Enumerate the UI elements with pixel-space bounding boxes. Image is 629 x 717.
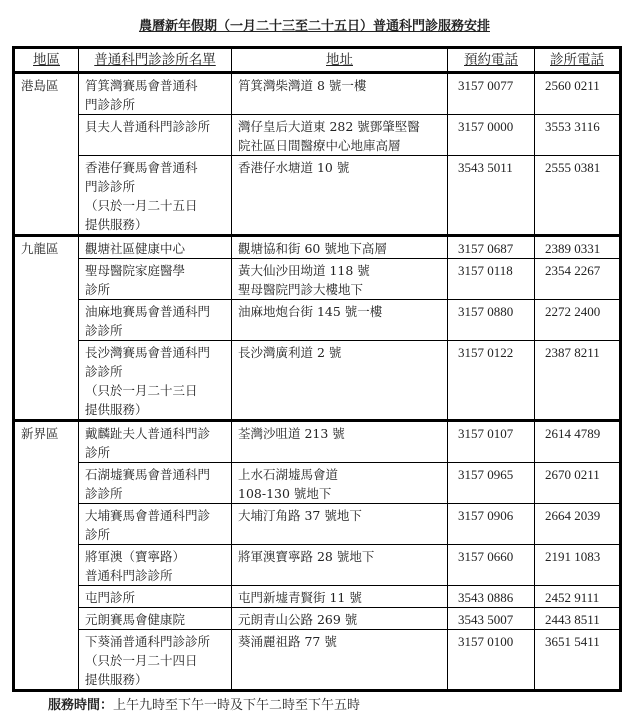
address-cell bbox=[232, 73, 448, 115]
table-row bbox=[14, 300, 621, 341]
booking-phone-cell: 3157 0000 bbox=[448, 115, 535, 156]
address-cell-line: 油麻地炮台街 145 號一樓 bbox=[238, 304, 383, 319]
address-cell-line: 大埔汀角路 37 號地下 bbox=[238, 508, 362, 523]
header-address: 地址 bbox=[232, 48, 448, 73]
clinic-name-cell-line: 石湖墟賽馬會普通科門 bbox=[85, 467, 211, 482]
service-hours-label: 服務時間： bbox=[48, 698, 114, 713]
clinic-table bbox=[12, 46, 622, 692]
clinic-phone-cell: 2664 2039 bbox=[535, 504, 621, 545]
clinic-name-cell bbox=[79, 300, 232, 341]
booking-phone-cell: 3157 0118 bbox=[448, 259, 535, 300]
header-booking-phone: 預約電話 bbox=[448, 48, 535, 73]
booking-phone-cell: 3543 5007 bbox=[448, 608, 535, 630]
table-row bbox=[14, 630, 621, 691]
clinic-name-cell-line: 戴麟趾夫人普通科門診 bbox=[85, 426, 211, 441]
table-row bbox=[14, 504, 621, 545]
table-row bbox=[14, 259, 621, 300]
clinic-name-cell-line: 診所 bbox=[85, 445, 111, 460]
clinic-name-cell-line: 提供服務） bbox=[85, 217, 148, 232]
clinic-name-cell-line: 診診所 bbox=[85, 364, 123, 379]
address-cell-line: 葵涌麗祖路 77 號 bbox=[238, 634, 337, 649]
clinic-phone-cell: 2272 2400 bbox=[535, 300, 621, 341]
clinic-name-cell-line: 門診診所 bbox=[85, 97, 136, 112]
address-cell-line: 筲箕灣柴灣道 8 號一樓 bbox=[238, 78, 367, 93]
table-row bbox=[14, 463, 621, 504]
address-cell-line: 元朗青山公路 269 號 bbox=[238, 612, 358, 627]
address-cell-line: 院社區日間醫療中心地庫高層 bbox=[238, 138, 401, 153]
booking-phone-cell: 3157 0687 bbox=[448, 236, 535, 259]
address-cell bbox=[232, 421, 448, 463]
clinic-name-cell-line: 提供服務） bbox=[85, 672, 148, 687]
booking-phone-cell: 3157 0906 bbox=[448, 504, 535, 545]
page-title: 農曆新年假期（一月二十三至二十五日）普通科門診服務安排 bbox=[138, 19, 490, 34]
clinic-name-cell-line: （只於一月二十五日 bbox=[85, 198, 198, 213]
clinic-phone-cell: 2560 0211 bbox=[535, 73, 621, 115]
clinic-phone-cell: 2614 4789 bbox=[535, 421, 621, 463]
address-cell-line: 觀塘協和街 60 號地下高層 bbox=[238, 241, 387, 256]
region-cell: 港島區 bbox=[14, 73, 79, 236]
clinic-name-cell-line: 提供服務） bbox=[85, 402, 148, 417]
clinic-name-cell-line: 屯門診所 bbox=[85, 590, 136, 605]
address-cell-line: 將軍澳寶寧路 28 號地下 bbox=[238, 549, 375, 564]
address-cell-line: 聖母醫院門診大樓地下 bbox=[238, 282, 364, 297]
clinic-name-cell bbox=[79, 421, 232, 463]
address-cell-line: 長沙灣廣利道 2 號 bbox=[238, 345, 342, 360]
address-cell bbox=[232, 156, 448, 236]
clinic-phone-cell: 2555 0381 bbox=[535, 156, 621, 236]
region-cell: 九龍區 bbox=[14, 236, 79, 421]
address-cell-line: 黃大仙沙田坳道 118 號 bbox=[238, 263, 370, 278]
address-cell bbox=[232, 259, 448, 300]
clinic-phone-cell: 2387 8211 bbox=[535, 341, 621, 421]
header-clinic-name: 普通科門診診所名單 bbox=[79, 48, 232, 73]
address-cell bbox=[232, 463, 448, 504]
clinic-phone-cell: 2389 0331 bbox=[535, 236, 621, 259]
table-row bbox=[14, 608, 621, 630]
address-cell-line: 荃灣沙咀道 213 號 bbox=[238, 426, 345, 441]
address-cell-line: 灣仔皇后大道東 282 號鄧肇堅醫 bbox=[238, 119, 420, 134]
address-cell bbox=[232, 630, 448, 691]
booking-phone-cell: 3157 0122 bbox=[448, 341, 535, 421]
address-cell-line: 屯門新墟青賢街 11 號 bbox=[238, 590, 362, 605]
booking-phone-cell: 3157 0880 bbox=[448, 300, 535, 341]
booking-phone-cell: 3543 0886 bbox=[448, 586, 535, 608]
clinic-name-cell-line: 筲箕灣賽馬會普通科 bbox=[85, 78, 198, 93]
address-cell-line: 108-130 號地下 bbox=[238, 486, 332, 501]
clinic-name-cell bbox=[79, 630, 232, 691]
clinic-phone-cell: 2670 0211 bbox=[535, 463, 621, 504]
address-cell bbox=[232, 341, 448, 421]
table-row bbox=[14, 586, 621, 608]
address-cell bbox=[232, 608, 448, 630]
address-cell bbox=[232, 115, 448, 156]
region-cell: 新界區 bbox=[14, 421, 79, 691]
clinic-name-cell bbox=[79, 545, 232, 586]
booking-phone-cell: 3157 0107 bbox=[448, 421, 535, 463]
clinic-name-cell-line: 診診所 bbox=[85, 323, 123, 338]
clinic-name-cell-line: （只於一月二十三日 bbox=[85, 383, 198, 398]
booking-phone-cell: 3543 5011 bbox=[448, 156, 535, 236]
clinic-name-cell-line: 貝夫人普通科門診診所 bbox=[85, 119, 211, 134]
booking-phone-cell: 3157 0965 bbox=[448, 463, 535, 504]
clinic-name-cell bbox=[79, 73, 232, 115]
clinic-name-cell-line: 診診所 bbox=[85, 486, 123, 501]
clinic-phone-cell: 2354 2267 bbox=[535, 259, 621, 300]
address-cell-line: 上水石湖墟馬會道 bbox=[238, 467, 339, 482]
header-clinic-phone: 診所電話 bbox=[535, 48, 621, 73]
address-cell bbox=[232, 586, 448, 608]
address-cell-line: 香港仔水塘道 10 號 bbox=[238, 160, 350, 175]
table-header-row bbox=[14, 48, 621, 73]
clinic-name-cell-line: 將軍澳（寶寧路） bbox=[85, 549, 186, 564]
clinic-name-cell bbox=[79, 608, 232, 630]
clinic-phone-cell: 3553 3116 bbox=[535, 115, 621, 156]
service-hours bbox=[48, 694, 360, 713]
clinic-name-cell-line: 診所 bbox=[85, 527, 111, 542]
clinic-name-cell-line: 油麻地賽馬會普通科門 bbox=[85, 304, 211, 319]
clinic-name-cell bbox=[79, 504, 232, 545]
address-cell bbox=[232, 236, 448, 259]
clinic-name-cell-line: 元朗賽馬會健康院 bbox=[85, 612, 186, 627]
clinic-name-cell-line: 香港仔賽馬會普通科 bbox=[85, 160, 198, 175]
clinic-name-cell-line: 大埔賽馬會普通科門診 bbox=[85, 508, 211, 523]
table-row bbox=[14, 115, 621, 156]
clinic-phone-cell: 2443 8511 bbox=[535, 608, 621, 630]
booking-phone-cell: 3157 0660 bbox=[448, 545, 535, 586]
table-row bbox=[14, 236, 621, 259]
booking-phone-cell: 3157 0100 bbox=[448, 630, 535, 691]
table-row bbox=[14, 73, 621, 115]
table-row bbox=[14, 545, 621, 586]
clinic-name-cell-line: 普通科門診診所 bbox=[85, 568, 173, 583]
clinic-name-cell bbox=[79, 115, 232, 156]
address-cell bbox=[232, 545, 448, 586]
address-cell bbox=[232, 504, 448, 545]
clinic-name-cell bbox=[79, 156, 232, 236]
table-row bbox=[14, 421, 621, 463]
clinic-name-cell bbox=[79, 586, 232, 608]
clinic-name-cell bbox=[79, 236, 232, 259]
clinic-name-cell-line: 診所 bbox=[85, 282, 111, 297]
table-row bbox=[14, 341, 621, 421]
table-row bbox=[14, 156, 621, 236]
address-cell bbox=[232, 300, 448, 341]
clinic-name-cell-line: 聖母醫院家庭醫學 bbox=[85, 263, 186, 278]
clinic-name-cell-line: 長沙灣賽馬會普通科門 bbox=[85, 345, 211, 360]
header-region: 地區 bbox=[14, 48, 79, 73]
clinic-phone-cell: 3651 5411 bbox=[535, 630, 621, 691]
clinic-name-cell-line: 下葵涌普通科門診診所 bbox=[85, 634, 211, 649]
clinic-phone-cell: 2191 1083 bbox=[535, 545, 621, 586]
clinic-name-cell bbox=[79, 341, 232, 421]
clinic-name-cell bbox=[79, 463, 232, 504]
clinic-name-cell-line: 觀塘社區健康中心 bbox=[85, 241, 186, 256]
clinic-name-cell-line: （只於一月二十四日 bbox=[85, 653, 198, 668]
service-hours-text: 上午九時至下午一時及下午二時至下午五時 bbox=[113, 698, 361, 713]
booking-phone-cell: 3157 0077 bbox=[448, 73, 535, 115]
clinic-name-cell bbox=[79, 259, 232, 300]
clinic-phone-cell: 2452 9111 bbox=[535, 586, 621, 608]
clinic-name-cell-line: 門診診所 bbox=[85, 179, 136, 194]
